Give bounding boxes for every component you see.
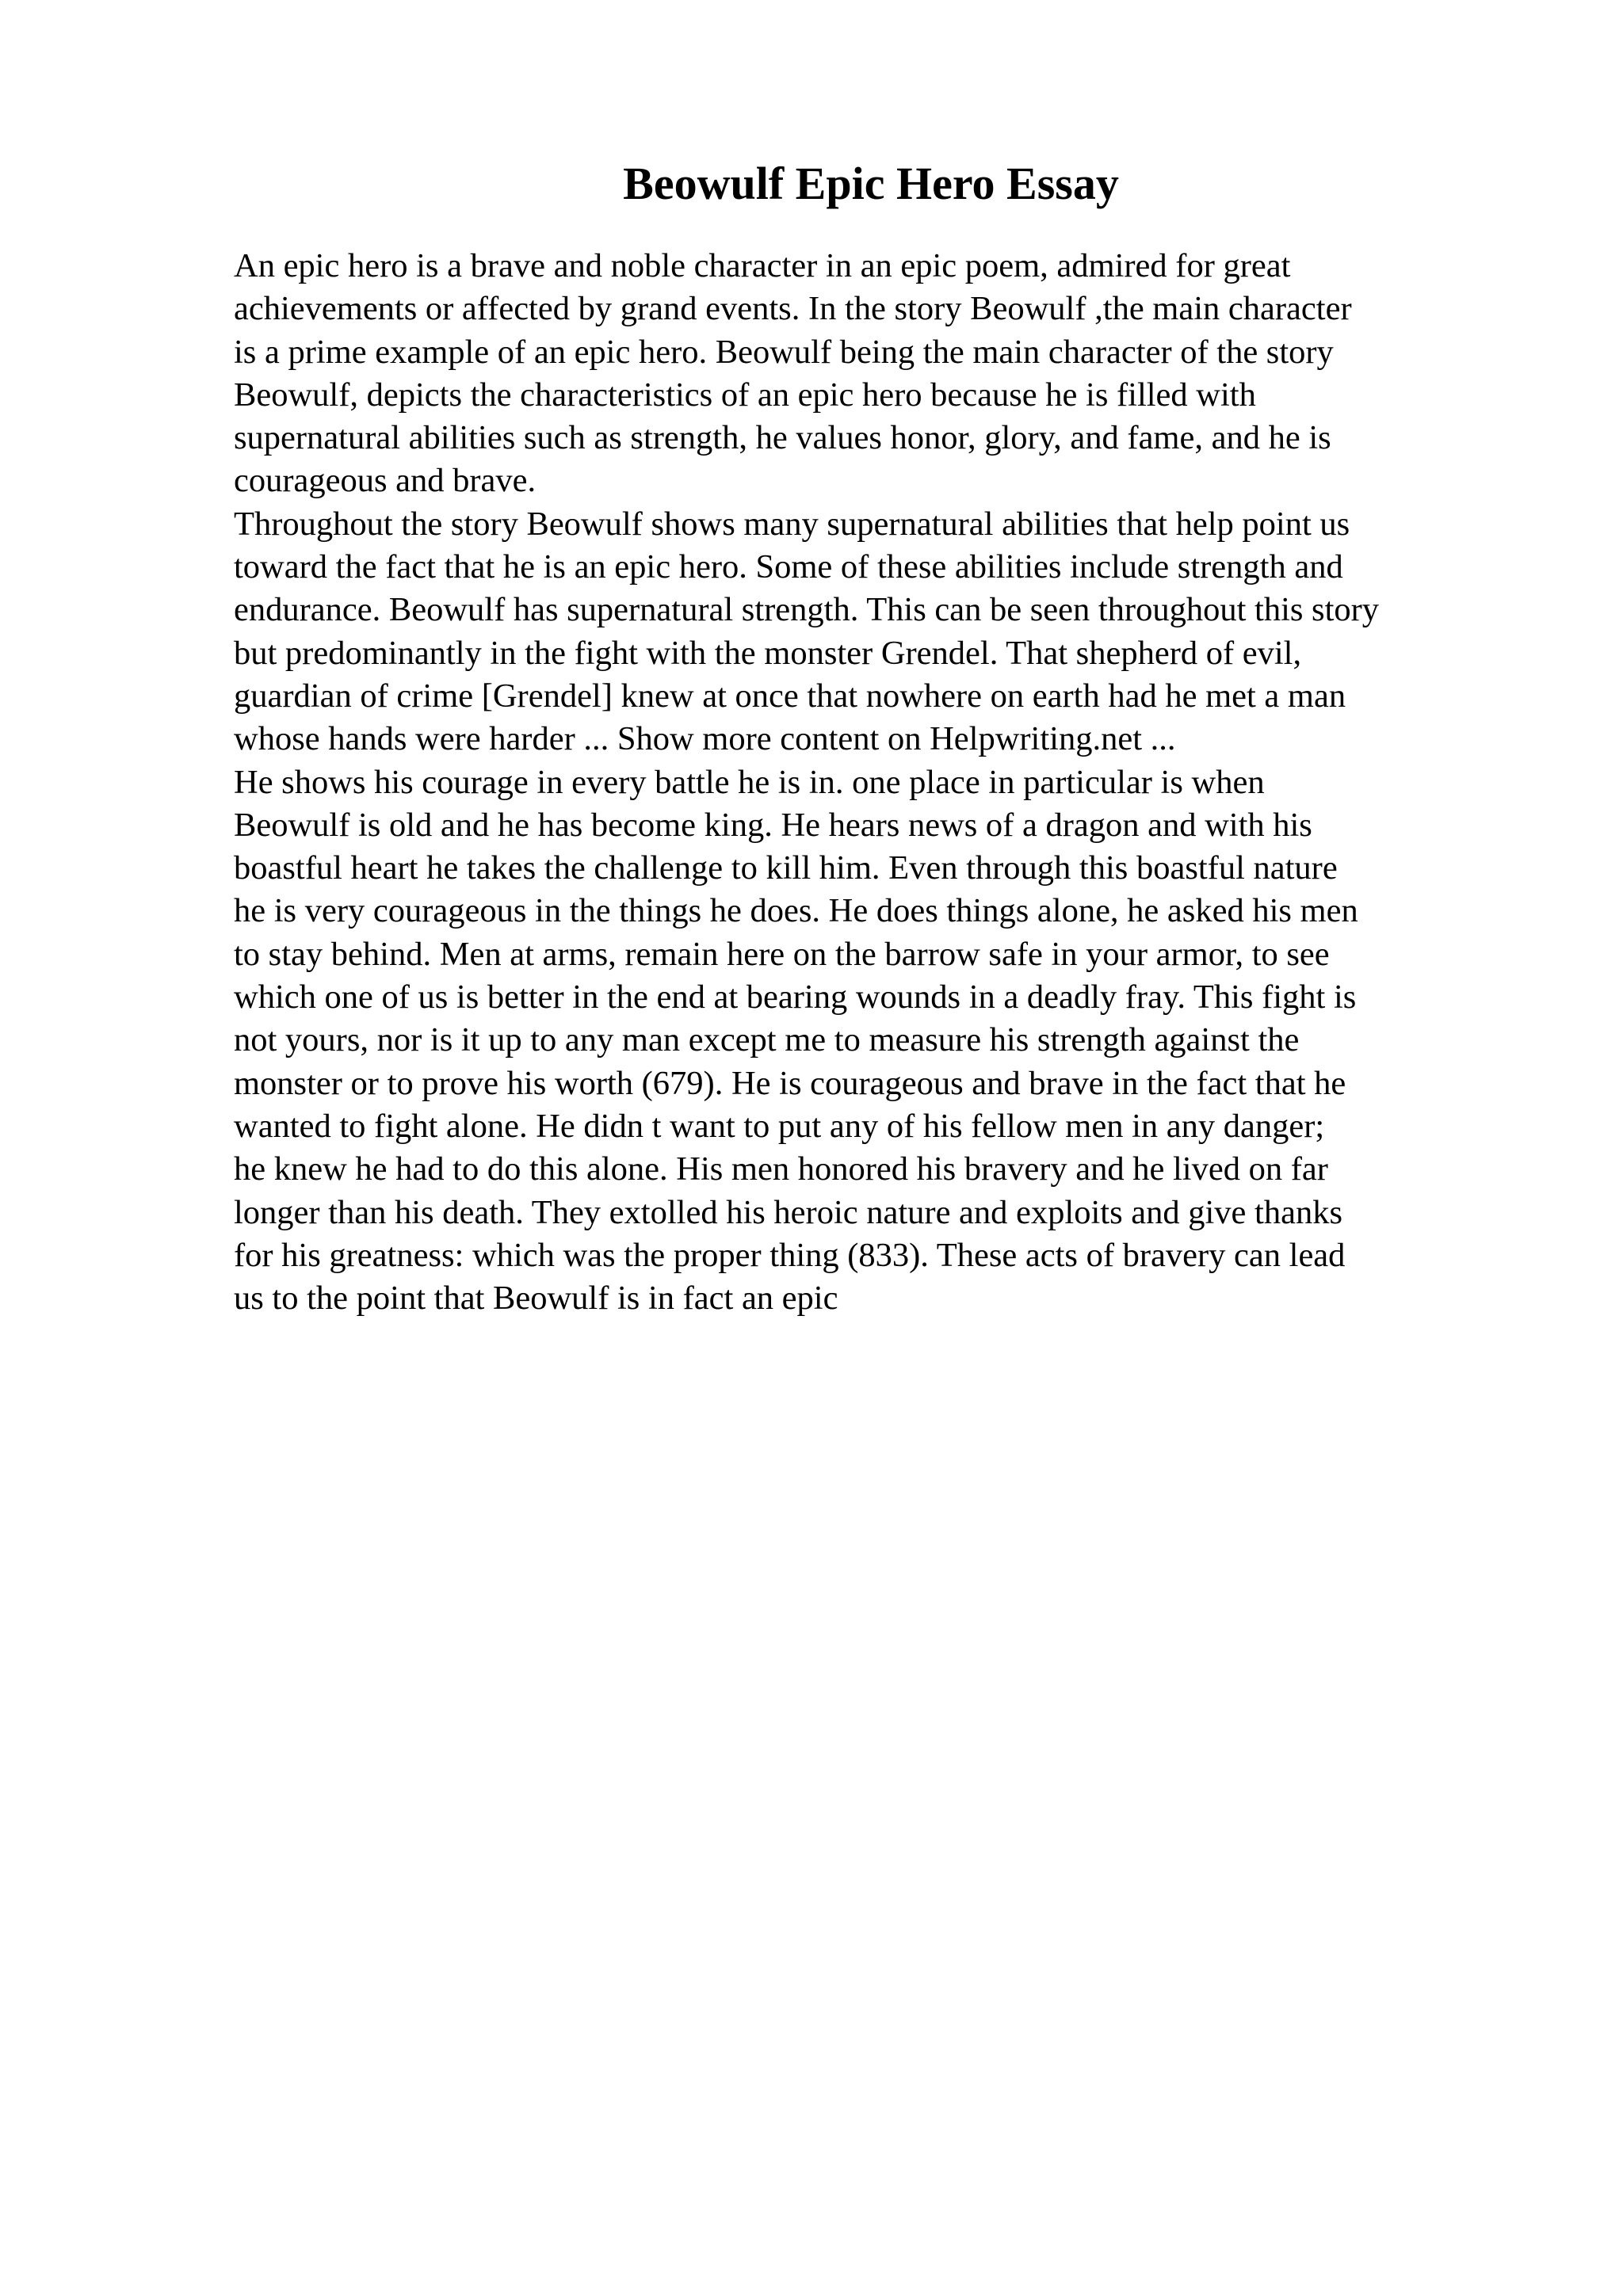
body-line: endurance. Beowulf has supernatural strength. This can be seen throughout this story [234, 591, 1380, 629]
body-line: whose hands were harder ... Show more content on Helpwriting.net ... [234, 720, 1176, 758]
body-line: but predominantly in the fight with the monster Grendel. That shepherd of evil, [234, 634, 1302, 672]
body-line: not yours, nor is it up to any man except me to measure his strength against the [234, 1021, 1300, 1059]
body-line: toward the fact that he is an epic hero. Some of these abilities include strength and [234, 548, 1343, 586]
body-line: courageous and brave. [234, 462, 537, 500]
body-line: wanted to fight alone. He didn t want to put any of his fellow men in any danger; [234, 1107, 1325, 1145]
body-line: achievements or affected by grand events. In the story Beowulf ,the main character [234, 290, 1352, 328]
body-line: for his greatness: which was the proper thing (833). These acts of bravery can lead [234, 1236, 1346, 1274]
body-line: Beowulf, depicts the characteristics of an epic hero because he is filled with [234, 376, 1256, 414]
document-body [234, 245, 1533, 1320]
body-line: he is very courageous in the things he does. He does things alone, he asked his men [234, 892, 1358, 930]
body-line: to stay behind. Men at arms, remain here on the barrow safe in your armor, to see [234, 935, 1330, 973]
document-title: Beowulf Epic Hero Essay [623, 158, 1119, 209]
body-line: Throughout the story Beowulf shows many supernatural abilities that help point us [234, 505, 1350, 543]
body-line: us to the point that Beowulf is in fact an epic [234, 1280, 838, 1318]
body-line: boastful heart he takes the challenge to kill him. Even through this boastful nature [234, 849, 1338, 887]
body-line: which one of us is better in the end at bearing wounds in a deadly fray. This fight is [234, 978, 1357, 1016]
body-line: longer than his death. They extolled his heroic nature and exploits and give thanks [234, 1193, 1342, 1231]
body-line: he knew he had to do this alone. His men honored his bravery and he lived on far [234, 1150, 1328, 1188]
body-line: supernatural abilities such as strength, he values honor, glory, and fame, and he is [234, 419, 1331, 457]
body-line: guardian of crime [Grendel] knew at once that nowhere on earth had he met a man [234, 677, 1346, 715]
body-line: He shows his courage in every battle he is in. one place in particular is when [234, 763, 1265, 801]
body-line: monster or to prove his worth (679). He is courageous and brave in the fact that he [234, 1064, 1346, 1102]
body-line: An epic hero is a brave and noble character in an epic poem, admired for great [234, 247, 1291, 284]
body-line: Beowulf is old and he has become king. He hears news of a dragon and with his [234, 806, 1312, 844]
body-line: is a prime example of an epic hero. Beowulf being the main character of the story [234, 333, 1334, 371]
